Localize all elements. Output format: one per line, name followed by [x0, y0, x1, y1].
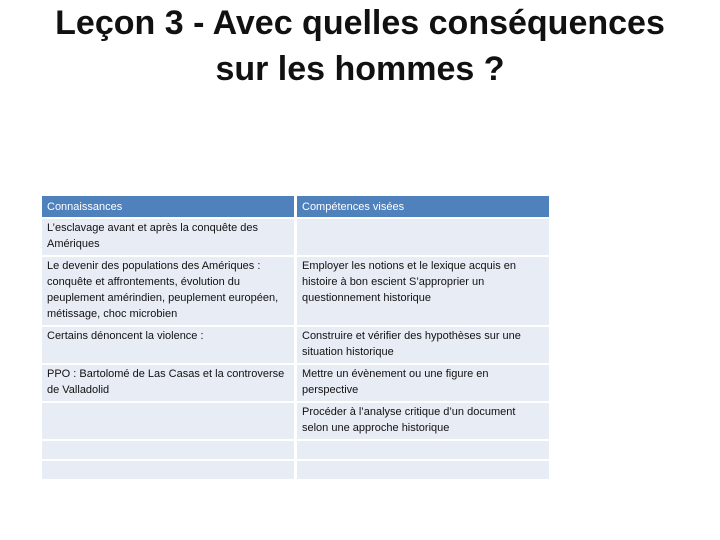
- table-cell: L’esclavage avant et après la conquête des Amériques: [42, 219, 294, 255]
- table-cell: Mettre un évènement ou une figure en perspective: [297, 365, 549, 401]
- table-cell: Employer les notions et le lexique acquis en histoire à bon escient S’approprier un questionnement historique: [297, 257, 549, 325]
- title-prefix: Leçon 3 -: [55, 4, 213, 42]
- table-cell: PPO : Bartolomé de Las Casas et la controverse de Valladolid: [42, 365, 294, 401]
- lesson-table: [39, 194, 552, 481]
- header-connaissances: Connaissances: [42, 196, 294, 217]
- header-competences: Compétences visées: [297, 196, 549, 217]
- table-row: [42, 461, 549, 479]
- table-row: [42, 219, 549, 255]
- table-cell: Le devenir des populations des Amériques : conquête et affrontements, évolution du peuplement amérindien, peuplement européen, métissage, choc microbien: [42, 257, 294, 325]
- table-cell: [297, 461, 549, 479]
- table-row: [42, 257, 549, 325]
- table-row: [42, 365, 549, 401]
- table-row: [42, 327, 549, 363]
- table-row: [42, 403, 549, 439]
- table-cell: Procéder à l’analyse critique d’un document selon une approche historique: [297, 403, 549, 439]
- table-row: [42, 441, 549, 459]
- table-cell: Certains dénoncent la violence :: [42, 327, 294, 363]
- page-title: [0, 0, 720, 92]
- title-bold-line-2: sur les hommes ?: [215, 50, 505, 88]
- table-cell: [297, 219, 549, 255]
- table-cell: [297, 441, 549, 459]
- table-cell: [42, 403, 294, 439]
- table-header-row: [42, 196, 549, 217]
- title-bold-line-1: Avec quelles conséquences: [212, 4, 665, 42]
- table-cell: [42, 441, 294, 459]
- table-cell: Construire et vérifier des hypothèses sur une situation historique: [297, 327, 549, 363]
- title-line-1: [0, 0, 720, 46]
- table-cell: [42, 461, 294, 479]
